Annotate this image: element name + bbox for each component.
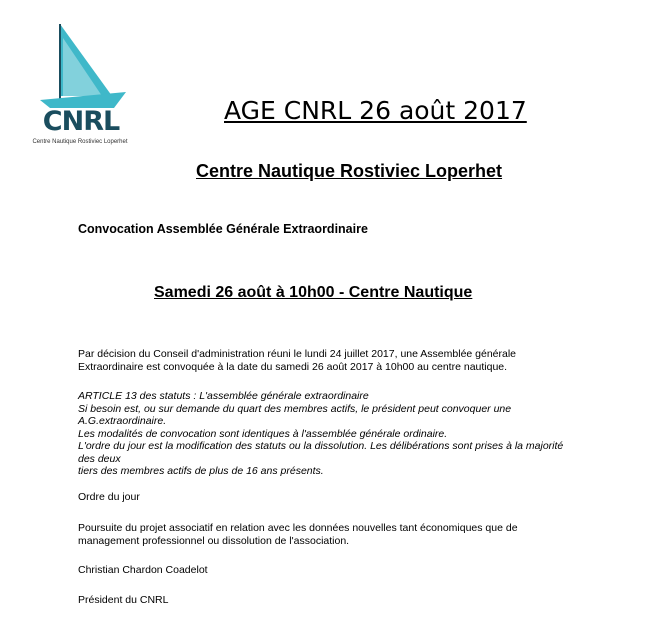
article-line: Si besoin est, ou sur demande du quart des membres actifs, le président peut convoquer une [78, 402, 512, 415]
agenda-paragraph [78, 522, 578, 547]
agenda-line: management professionnel ou dissolution de l'association. [78, 534, 350, 547]
meeting-date: Samedi 26 août à 10h00 - Centre Nautique [154, 284, 473, 301]
agenda-line: Poursuite du projet associatif en relation avec les données nouvelles tant économiques que de [78, 522, 518, 534]
article-paragraph [78, 390, 578, 478]
page-subtitle: Centre Nautique Rostiviec Loperhet [196, 161, 503, 181]
decision-paragraph [78, 348, 578, 373]
article-line: des deux [78, 452, 121, 465]
article-line: tiers des membres actifs de plus de 16 ans présents. [78, 465, 324, 477]
signatory-role: Président du CNRL [78, 594, 169, 606]
article-line: Les modalités de convocation sont identiques à l'assemblée générale ordinaire. [78, 427, 448, 440]
article-line: A.G.extraordinaire. [78, 415, 167, 427]
decision-line: Extraordinaire est convoquée à la date du samedi 26 août 2017 à 10h00 au centre nautique. [78, 360, 508, 373]
decision-line: Par décision du Conseil d'administration réuni le lundi 24 juillet 2017, une Assemblée générale [78, 348, 517, 360]
cnrl-logo [30, 20, 130, 150]
sailboat-icon [30, 20, 130, 120]
logo-tagline: Centre Nautique Rostiviec Loperhet [32, 139, 128, 145]
signatory-name: Christian Chardon Coadelot [78, 564, 208, 576]
agenda-heading: Ordre du jour [78, 491, 140, 503]
article-line: L'ordre du jour est la modification des statuts ou la dissolution. Les délibérations sont prises à la majorité [78, 440, 564, 452]
logo-wordmark: CNRL [42, 106, 120, 137]
page-title: AGE CNRL 26 août 2017 [224, 96, 527, 125]
article-line: ARTICLE 13 des statuts : L'assemblée générale extraordinaire [78, 390, 369, 402]
convocation-heading: Convocation Assemblée Générale Extraordinaire [78, 222, 368, 236]
